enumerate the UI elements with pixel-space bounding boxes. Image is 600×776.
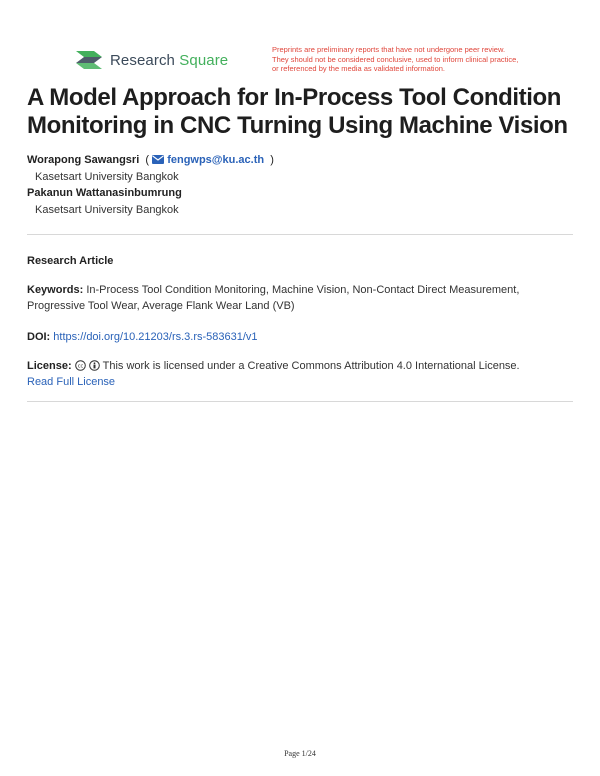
- creative-commons-icon: [75, 360, 86, 371]
- license: [27, 358, 573, 390]
- doi-label: DOI:: [27, 331, 51, 343]
- license-text: This work is licensed under a Creative Commons Attribution 4.0 International License.: [102, 360, 520, 372]
- license-label: License:: [27, 360, 72, 372]
- keywords-text: In-Process Tool Condition Monitoring, Machine Vision, Non-Contact Direct Measurement, Progressive Tool Wear, Average Flank Wear Land (VB): [27, 284, 520, 312]
- doi-link[interactable]: https://doi.org/10.21203/rs.3.rs-583631/v1: [53, 331, 258, 343]
- author-affiliation: Kasetsart University Bangkok: [35, 204, 179, 216]
- research-square-logo[interactable]: [74, 48, 228, 72]
- author-name: Worapong Sawangsri: [27, 154, 140, 166]
- envelope-icon: [152, 155, 164, 164]
- author-entry: [27, 153, 274, 168]
- author-entry: [27, 186, 274, 201]
- page-number: Page 1/24: [284, 749, 316, 758]
- email-close-paren: ): [267, 154, 274, 166]
- svg-text:cc: cc: [77, 363, 83, 370]
- author-affiliation: Kasetsart University Bangkok: [35, 171, 179, 183]
- email-open-paren: (: [142, 154, 150, 166]
- doi: [27, 329, 573, 345]
- attribution-icon: [89, 360, 100, 371]
- keywords-label: Keywords:: [27, 284, 84, 296]
- divider: [27, 234, 573, 235]
- paper-title: A Model Approach for In-Process Tool Condition Monitoring in CNC Turning Using Machine Vision: [27, 84, 568, 139]
- article-type: Research Article: [27, 255, 114, 267]
- disclaimer-line: or referenced by the media as validated information.: [272, 64, 446, 73]
- author-email: fengwps@ku.ac.th: [167, 154, 265, 166]
- keywords: [27, 282, 573, 314]
- preprint-disclaimer: [272, 45, 542, 74]
- divider: [27, 401, 573, 402]
- logo-text: Research Square: [110, 51, 229, 69]
- disclaimer-line: Preprints are preliminary reports that have not undergone peer review.: [272, 45, 506, 54]
- disclaimer-line: They should not be considered conclusive, used to inform clinical practice,: [272, 54, 519, 64]
- author-email-link[interactable]: [152, 154, 267, 166]
- author-list: [27, 153, 274, 219]
- author-name: Pakanun Wattanasinbumrung: [27, 187, 182, 199]
- read-full-license-link[interactable]: Read Full License: [27, 376, 116, 388]
- research-square-logo-icon: [74, 48, 104, 72]
